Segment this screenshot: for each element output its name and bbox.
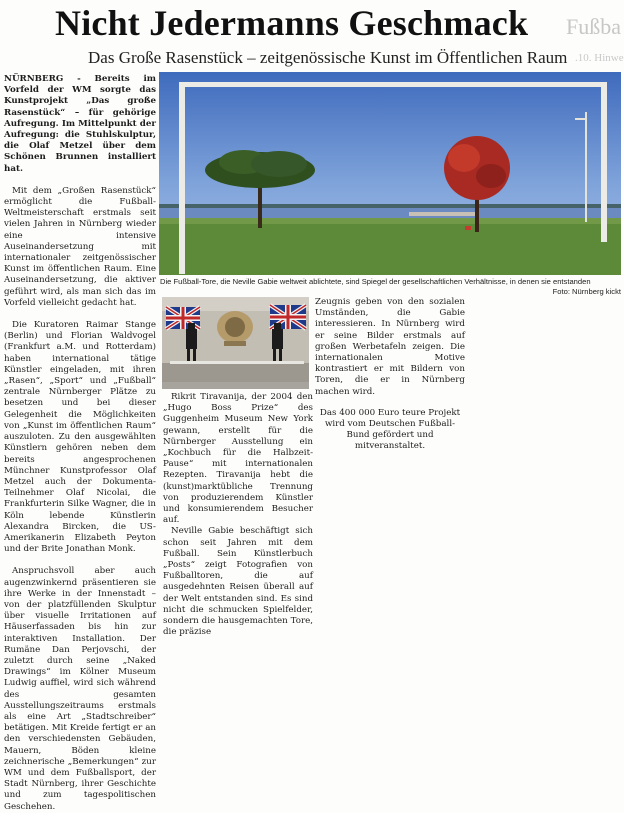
body-paragraph: Die Kuratoren Raimar Stange (Berlin) und Florian Waldvogel (Frankfurt a.M. und Rotterdam) haben international tätige Künstler eingeladen, mit ihren „Rasen“, „Sport“ und „Fußball“ zentrale Nürnberger Plätze zu besetzen und bei dieser Gelegenheit die Möglichkeiten von „Kunst im öffentlichen Raum“ auszuloten. Zu den ausgewählten Künstlern gehören neben dem bereits angesprochenen Münchner Kunstprofessor Olaf Metzel auch der Dokumenta-Teilnehmer Olaf Nicolai, die Frankfurterin Silke Wagner, die in Köln lebende Künstlerin Alexandra Bircken, die US-Amerikanerin Elizabeth Peyton und der Brite Jonathan Monk. bbox=[4, 320, 156, 555]
body-paragraph: Rikrit Tiravanija, der 2004 den „Hugo Boss Prize“ des Guggenheim Museum New York gewann, erstellt für die Nürnberger Ausstellung ein „Kochbuch für die Halbzeit-Pause“ mit internationalen Rezepten. Tiravanija hebt die (kunst)marktübliche Trennung von produzierendem Künstler und konsumierendem Besucher auf. bbox=[163, 392, 313, 526]
caption-text: Die Fußball-Tore, die Neville Gabie weltweit ablichtete, sind Spiegel der gesellschaftlichen Verhältnisse, in denen sie entstanden bbox=[160, 277, 591, 286]
main-photo-caption bbox=[160, 277, 621, 296]
goal-crossbar-painted bbox=[170, 361, 304, 364]
subheadline: Das Große Rasenstück – zeitgenössische Kunst im Öffentlichen Raum bbox=[88, 48, 568, 67]
goal-landscape-illustration bbox=[159, 72, 621, 275]
body-paragraph: Mit dem „Großen Rasenstück“ ermöglicht die Fußball-Weltmeisterschaft erstmals seit vielen Jahren in Nürnberg wieder eine intensive Auseinandersetzung mit internationaler zeitgenössischer Kunst im öffentlichen Raum. Eine Auseinandersetzung, die aktiver geführt wird, als man sich das im Vorfeld vielleicht gedacht hat. bbox=[4, 185, 156, 308]
grass-edge bbox=[159, 218, 621, 224]
small-red-sign bbox=[465, 226, 471, 230]
main-photo-football-goal bbox=[159, 72, 621, 275]
photo-credit: Foto: Nürnberg kickt bbox=[552, 286, 621, 296]
grass-field bbox=[159, 218, 621, 275]
far-shore bbox=[159, 204, 621, 208]
secondary-photo-painted-goal bbox=[162, 297, 309, 382]
painted-wall-illustration bbox=[162, 297, 309, 382]
text-column-right bbox=[315, 297, 465, 452]
headline: Nicht Jedermanns Geschmack bbox=[55, 3, 529, 43]
body-paragraph: Anspruchsvoll aber auch augenzwinkernd präsentieren sie ihre Werke in der Innenstadt – von der platzfüllenden Skulptur über visuelle Irritationen auf Häuserfassaden bis hin zur interaktiven Installation. Der Rumäne Dan Perjovschi, der zuletzt durch seine „Naked Drawings“ im Kölner Museum Ludwig auffiel, wird sich während des gesamten Ausstellungszeitraums erstmals als eine Art „Stadtschreiber“ betätigen. Mit Kreide fertigt er an den verschiedensten Gebäuden, Mauern, Böden kleine zeichnerische „Bemerkungen“ zur WM und dem Fußballsport, der Stadt Nürnberg, ihrer Geschichte und zum tagespolitischen Geschehen. bbox=[4, 566, 156, 812]
body-paragraph: Zeugnis geben von den sozialen Umständen, die Gabie interessieren. In Nürnberg wird er seine Bilder erstmals auf großen Werbetafeln zeigen. Die internationalen Motive kontrastiert er mit Bildern von Toren, die er in Nürnberg machen wird. bbox=[315, 297, 465, 397]
adjacent-page-headline-fragment: Fußba bbox=[566, 14, 621, 39]
text-column-left bbox=[4, 74, 156, 812]
lead-paragraph: NÜRNBERG - Bereits im Vorfeld der WM sorgte das Kunstprojekt „Das große Rasenstück“ – für gehörige Aufregung. Im Mittelpunkt der Aufregung: die Stuhlskulptur, die Olaf Metzel über dem Schönen Brunnen installiert hat. bbox=[4, 74, 156, 174]
secondary-photo-bottom-band bbox=[162, 382, 309, 389]
text-column-middle bbox=[163, 392, 313, 638]
distant-boat bbox=[409, 212, 479, 216]
adjacent-page-subhead-fragment: .10. Hinwe bbox=[575, 52, 624, 64]
funding-paragraph: Das 400 000 Euro teure Projekt wird vom Deutschen Fußball-Bund gefördert und mitveranstaltet. bbox=[319, 407, 461, 452]
body-paragraph: Neville Gabie beschäftigt sich schon seit Jahren mit dem Fußball. Sein Künstlerbuch „Posts“ zeigt Fotografien von Fußballtoren, die auf ausgedehnten Reisen überall auf der Welt entstanden sind. Es sind nicht die schmucken Spielfelder, sondern die hausgemachten Tore, die präzise bbox=[163, 526, 313, 638]
